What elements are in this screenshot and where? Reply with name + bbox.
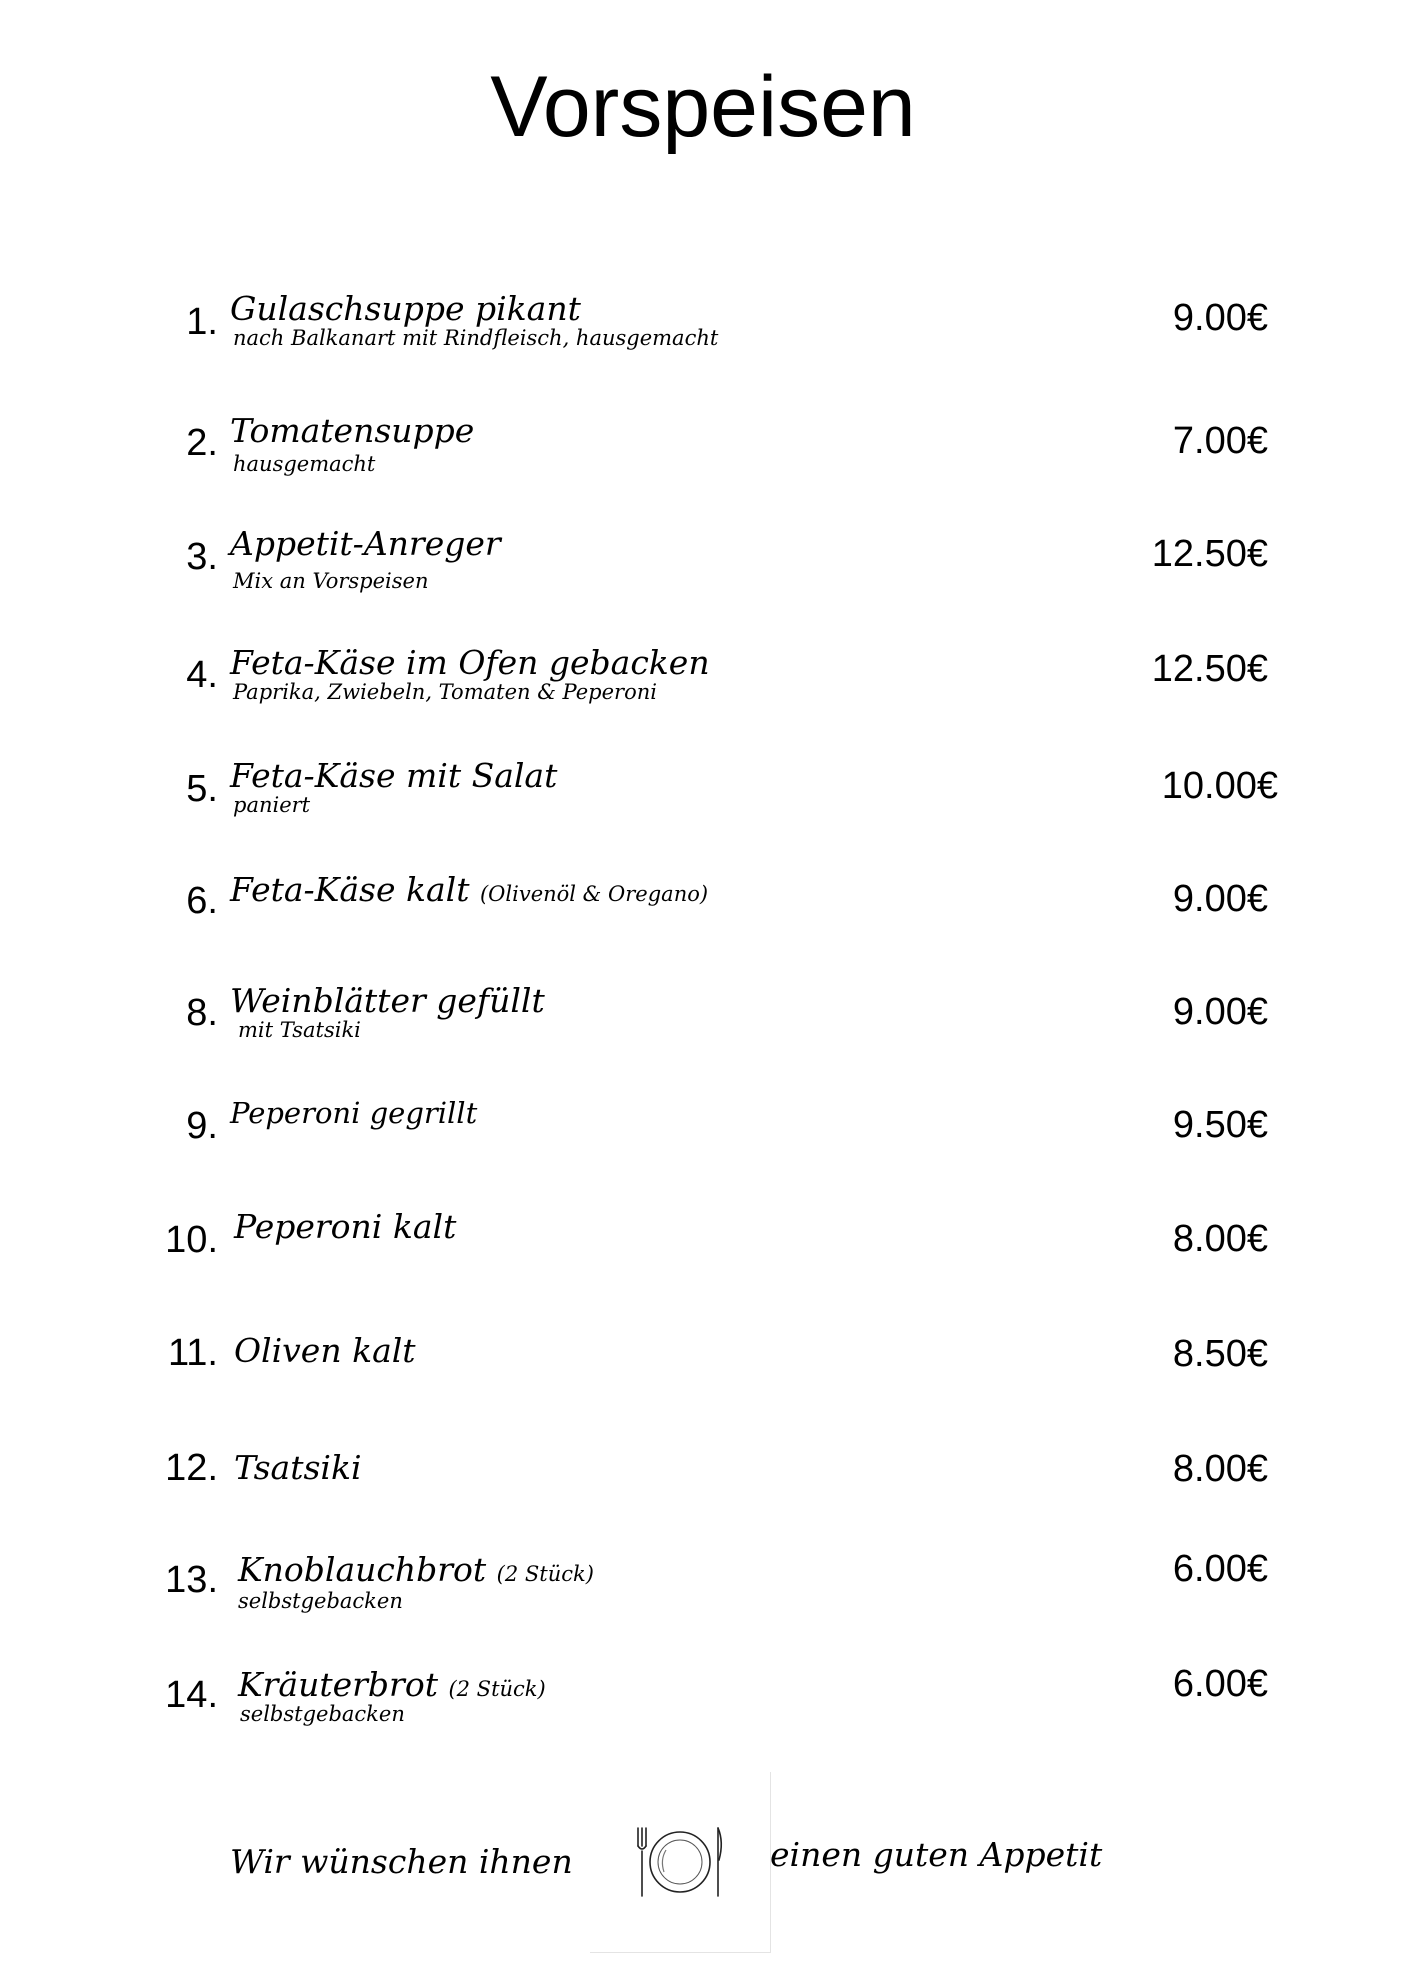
item-number: 10.: [165, 1219, 218, 1261]
item-name-text: Appetit-Anreger: [230, 524, 501, 563]
plate-cutlery-icon: [630, 1824, 730, 1900]
footer-greeting-left: Wir wünschen ihnen: [230, 1842, 573, 1881]
item-note: (Olivenöl & Oregano): [479, 882, 709, 906]
item-description: hausgemacht: [233, 452, 376, 476]
item-price: 12.50€: [1151, 533, 1268, 575]
item-name-text: Weinblätter gefüllt: [230, 981, 545, 1020]
item-number: 5.: [186, 768, 218, 810]
menu-item: [0, 1322, 1406, 1432]
item-number: 2.: [186, 422, 218, 464]
item-price: 10.00€: [1161, 765, 1278, 807]
page-title: Vorspeisen: [490, 59, 916, 155]
item-description: selbstgebacken: [238, 1589, 403, 1613]
menu-item: [0, 1094, 1406, 1204]
item-number: 8.: [186, 992, 218, 1034]
item-number: 4.: [186, 654, 218, 696]
item-name-text: Tomatensuppe: [230, 411, 475, 450]
item-price: 9.00€: [1172, 297, 1268, 339]
menu-item: [0, 410, 1406, 520]
menu-item: [0, 523, 1406, 633]
item-note: (2 Stück): [448, 1677, 546, 1701]
item-number: 9.: [186, 1105, 218, 1147]
menu-item: [0, 755, 1406, 865]
item-number: 13.: [165, 1559, 218, 1601]
item-name-text: Kräuterbrot: [238, 1665, 438, 1704]
item-number: 12.: [165, 1447, 218, 1489]
item-description: Paprika, Zwiebeln, Tomaten & Peperoni: [233, 680, 657, 704]
item-name-text: Gulaschsuppe pikant: [230, 289, 581, 328]
menu-item: [0, 640, 1406, 750]
item-description: paniert: [233, 793, 311, 817]
item-price: 6.00€: [1172, 1548, 1268, 1590]
item-name-text: Feta-Käse im Ofen gebacken: [230, 643, 710, 682]
item-price: 7.00€: [1172, 420, 1268, 462]
footer-image-frame: [590, 1772, 771, 1953]
item-description: mit Tsatsiki: [238, 1018, 361, 1042]
item-name-text: Peperoni gegrillt: [230, 1096, 478, 1130]
item-price: 6.00€: [1172, 1663, 1268, 1705]
menu-item: [0, 868, 1406, 978]
item-description: Mix an Vorspeisen: [233, 569, 429, 593]
item-price: 8.50€: [1172, 1333, 1268, 1375]
item-name-text: Oliven kalt: [234, 1331, 416, 1370]
item-number: 11.: [167, 1332, 218, 1374]
item-number: 14.: [165, 1674, 218, 1716]
item-note: (2 Stück): [496, 1562, 594, 1586]
menu-item: [0, 1547, 1406, 1657]
menu-item: [0, 1207, 1406, 1317]
item-name-text: Peperoni kalt: [234, 1207, 457, 1246]
menu-item: [0, 1662, 1406, 1772]
item-price: 9.50€: [1172, 1104, 1268, 1146]
item-number: 6.: [186, 880, 218, 922]
menu-item: [0, 980, 1406, 1090]
item-name-text: Feta-Käse kalt: [230, 870, 470, 909]
menu-item: [0, 1437, 1406, 1547]
footer-greeting-right: einen guten Appetit: [770, 1835, 1103, 1874]
item-price: 9.00€: [1172, 991, 1268, 1033]
item-price: 9.00€: [1172, 878, 1268, 920]
item-description: nach Balkanart mit Rindfleisch, hausgemacht: [233, 326, 719, 350]
item-price: 8.00€: [1172, 1218, 1268, 1260]
item-number: 3.: [186, 536, 218, 578]
menu-item: [0, 288, 1406, 398]
item-name-text: Tsatsiki: [234, 1448, 362, 1487]
item-price: 8.00€: [1172, 1448, 1268, 1490]
item-description: selbstgebacken: [240, 1702, 405, 1726]
item-name-text: Knoblauchbrot: [238, 1550, 487, 1589]
item-number: 1.: [186, 301, 218, 343]
item-price: 12.50€: [1151, 648, 1268, 690]
item-name-text: Feta-Käse mit Salat: [230, 756, 558, 795]
